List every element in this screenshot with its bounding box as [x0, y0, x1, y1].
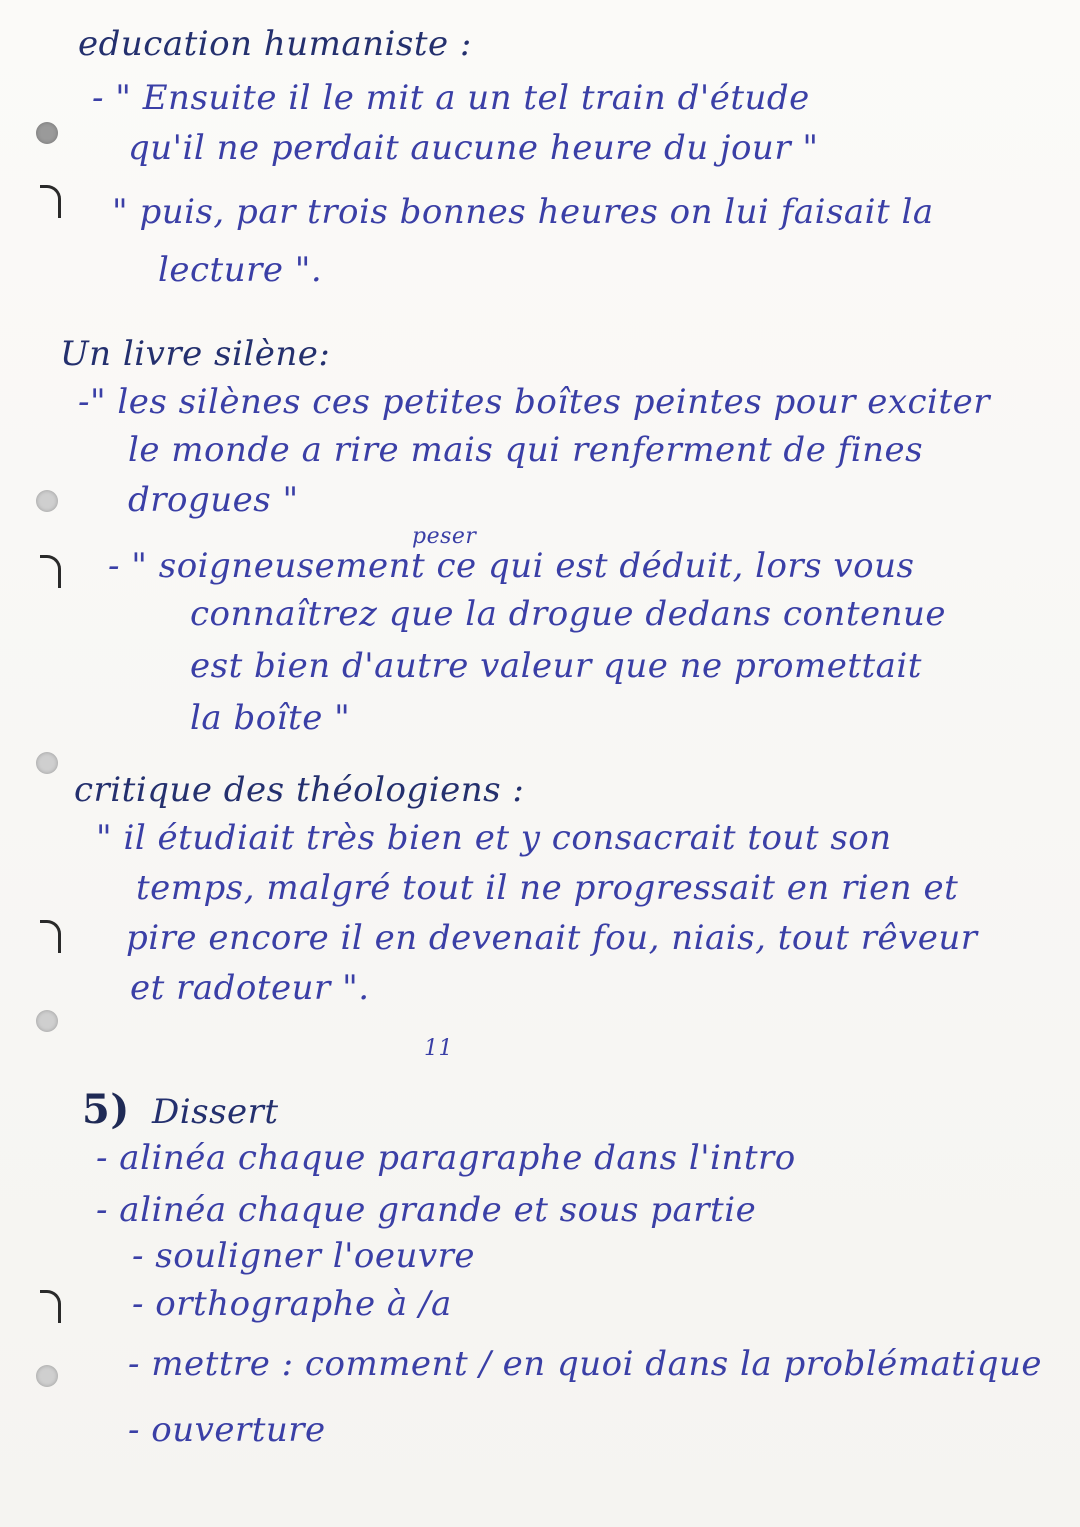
margin-bracket — [40, 920, 61, 953]
quote-line: lecture ". — [158, 250, 323, 290]
quote-line: et radoteur ". — [130, 968, 370, 1008]
quote-line: temps, malgré tout il ne progressait en rien et — [136, 868, 959, 908]
quote-line: " puis, par trois bonnes heures on lui faisait la — [112, 192, 934, 232]
margin-bracket — [40, 185, 61, 218]
quote-line: -" les silènes ces petites boîtes peintes pour exciter — [78, 382, 990, 422]
quote-line: est bien d'autre valeur que ne promettait — [190, 646, 922, 686]
binder-hole — [36, 752, 58, 774]
section-heading-silene: Un livre silène: — [60, 334, 331, 374]
quote-line: le monde a rire mais qui renferment de fines — [128, 430, 924, 470]
list-item: - ouverture — [128, 1410, 326, 1450]
binder-hole — [36, 1010, 58, 1032]
list-item: - orthographe à /a — [132, 1284, 452, 1324]
quote-line: connaîtrez que la drogue dedans contenue — [190, 594, 947, 634]
list-item: - alinéa chaque grande et sous partie — [96, 1190, 757, 1230]
margin-bracket — [40, 1290, 61, 1323]
quote-line: " il étudiait très bien et y consacrait tout son — [96, 818, 892, 858]
quote-line: - " Ensuite il le mit a un tel train d'étude — [92, 78, 810, 118]
quote-line: qu'il ne perdait aucune heure du jour " — [128, 128, 819, 168]
list-item: - mettre : comment / en quoi dans la problématique — [128, 1344, 1043, 1384]
quote-line: la boîte " — [190, 698, 351, 738]
quote-line: drogues " — [128, 480, 299, 520]
binder-hole — [36, 1365, 58, 1387]
margin-annotation: peser — [412, 524, 477, 549]
list-item: - alinéa chaque paragraphe dans l'intro — [96, 1138, 796, 1178]
quote-line: pire encore il en devenait fou, niais, tout rêveur — [126, 918, 978, 958]
section-number: 5) — [82, 1086, 130, 1133]
quote-line: - " soigneusement ce qui est déduit, lors vous — [108, 546, 915, 586]
page-number: 11 — [424, 1036, 453, 1061]
margin-bracket — [40, 555, 61, 588]
section-heading-dissert: Dissert — [152, 1092, 279, 1132]
binder-hole — [36, 122, 58, 144]
list-item: - souligner l'oeuvre — [132, 1236, 475, 1276]
binder-hole — [36, 490, 58, 512]
section-heading-theologiens: critique des théologiens : — [74, 770, 525, 810]
section-heading-education: education humaniste : — [78, 24, 472, 64]
